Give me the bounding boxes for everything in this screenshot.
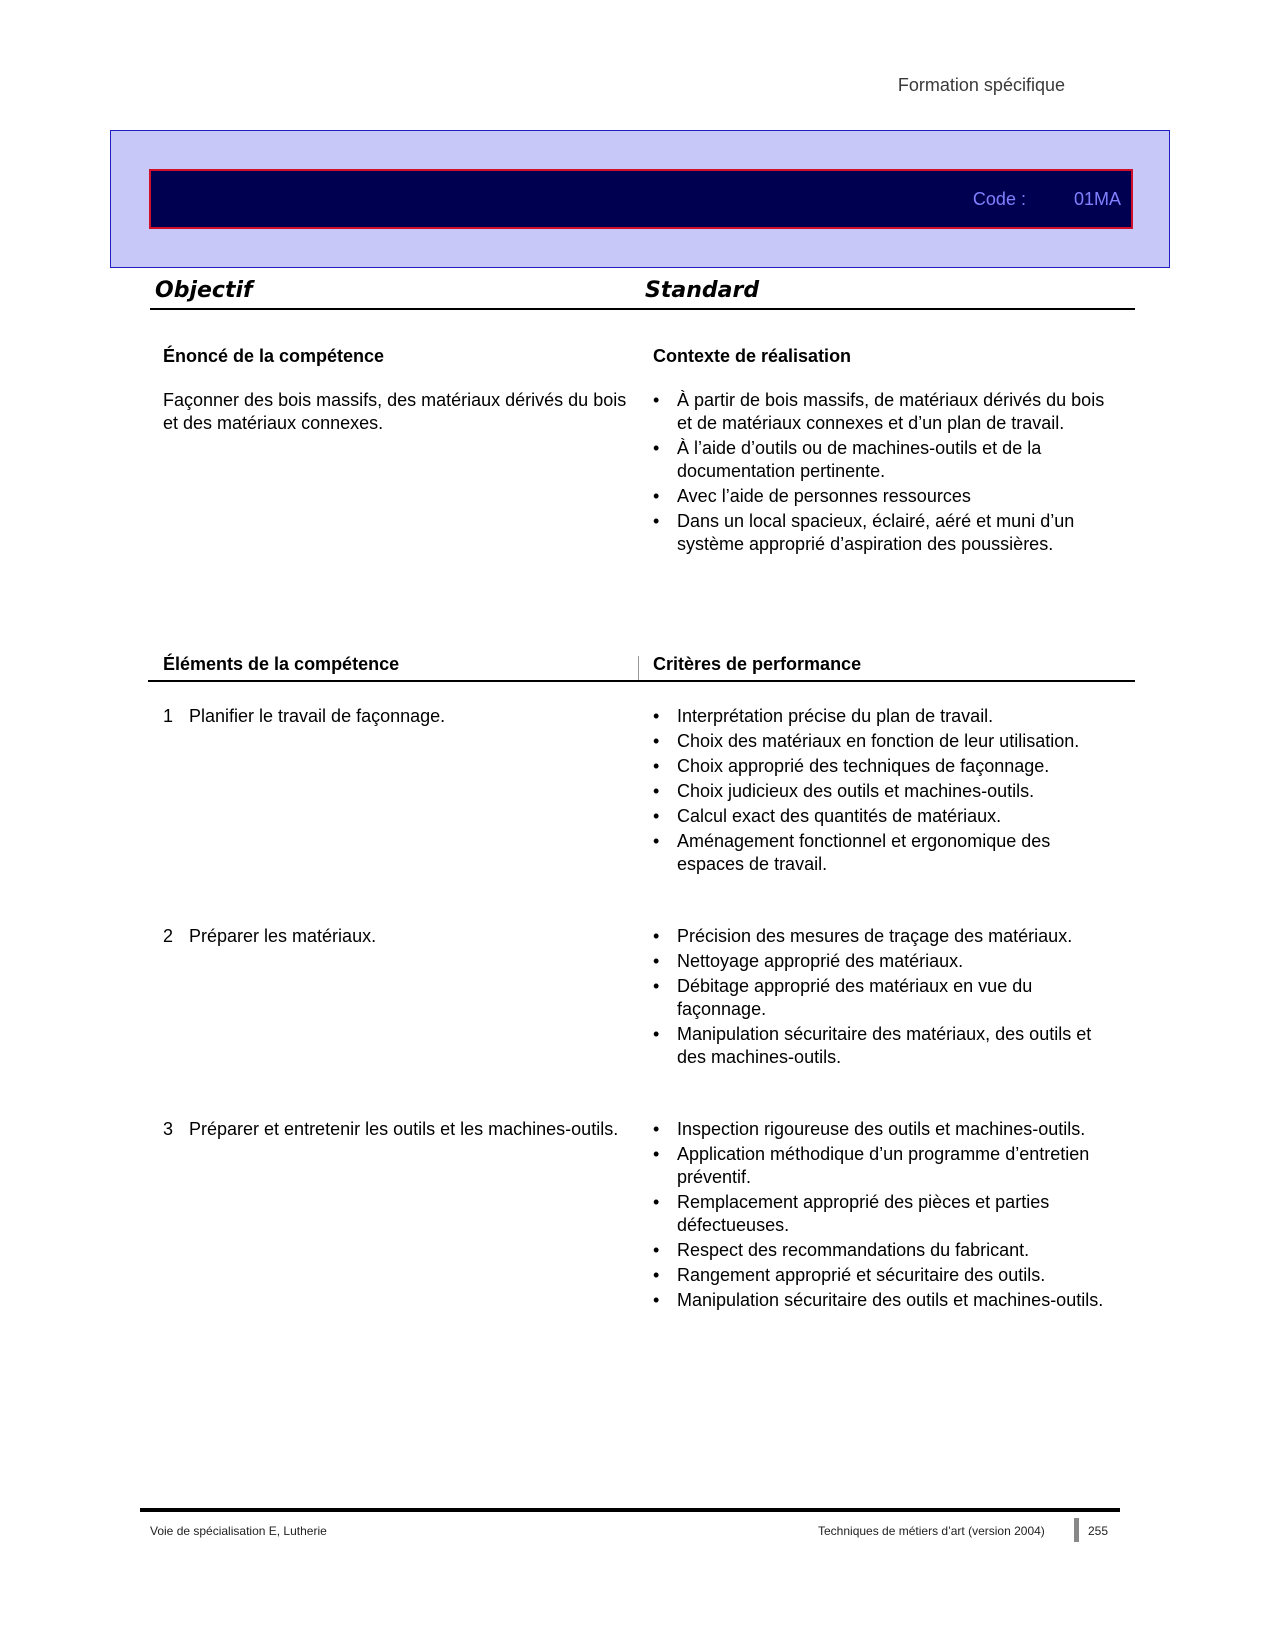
- elements-heading-cell: [163, 654, 643, 675]
- criteria-list: [653, 705, 1113, 876]
- criteria-list: [653, 925, 1113, 1069]
- title-banner-inner: [149, 169, 1133, 229]
- criteria-heading-cell: [653, 654, 1113, 675]
- statement-section: [163, 346, 643, 435]
- statement-title: Énoncé de la compétence: [163, 346, 385, 366]
- element-text: Préparer les matériaux.: [189, 926, 377, 946]
- criterion-item: • Débitage approprié des matériaux en vue du façonnage.: [653, 975, 1113, 1021]
- column-headings: [150, 278, 1135, 310]
- criterion-item: • Respect des recommandations du fabricant.: [653, 1239, 1113, 1262]
- page-number: 255: [1088, 1524, 1109, 1538]
- context-section: [653, 346, 1113, 558]
- criterion-item: • Précision des mesures de traçage des matériaux.: [653, 925, 1113, 948]
- criterion-item: • Application méthodique d’un programme d’entretien préventif.: [653, 1143, 1113, 1189]
- footer-right: Techniques de métiers d’art (version 2004): [818, 1524, 1045, 1538]
- column-divider: [638, 656, 639, 680]
- criterion-item: • Aménagement fonctionnel et ergonomique des espaces de travail.: [653, 830, 1113, 876]
- element-1: [163, 705, 643, 728]
- element-text: Planifier le travail de façonnage.: [189, 706, 446, 726]
- criterion-item: • Interprétation précise du plan de travail.: [653, 705, 1113, 728]
- context-title: Contexte de réalisation: [653, 346, 852, 366]
- footer-left: Voie de spécialisation E, Lutherie: [150, 1524, 327, 1538]
- criterion-item: • Choix approprié des techniques de façonnage.: [653, 755, 1113, 778]
- section-divider: [148, 680, 1135, 682]
- code-label: Code :: [972, 189, 1026, 209]
- element-number: 3: [163, 1119, 174, 1139]
- criteria-3: [653, 1118, 1113, 1314]
- criterion-item: • Rangement approprié et sécuritaire des outils.: [653, 1264, 1113, 1287]
- criterion-item: • Choix judicieux des outils et machines-outils.: [653, 780, 1113, 803]
- criteria-title: Critères de performance: [653, 654, 862, 674]
- title-banner: [110, 130, 1170, 268]
- criteria-2: [653, 925, 1113, 1071]
- context-list: [653, 389, 1113, 556]
- context-item: • À l’aide d’outils ou de machines-outils et de la documentation pertinente.: [653, 437, 1113, 483]
- context-item: • À partir de bois massifs, de matériaux dérivés du bois et de matériaux connexes et d’un plan de travail.: [653, 389, 1113, 435]
- element-number: 2: [163, 926, 174, 946]
- competency-code: [973, 189, 1121, 210]
- criterion-item: • Manipulation sécuritaire des matériaux, des outils et des machines-outils.: [653, 1023, 1113, 1069]
- criterion-item: • Calcul exact des quantités de matériaux.: [653, 805, 1113, 828]
- criteria-list: [653, 1118, 1113, 1312]
- objective-heading: Objectif: [155, 278, 253, 303]
- footer-separator: [1074, 1518, 1079, 1542]
- element-text: Préparer et entretenir les outils et les machines-outils.: [189, 1119, 619, 1139]
- standard-heading: Standard: [645, 278, 760, 303]
- criterion-item: • Nettoyage approprié des matériaux.: [653, 950, 1113, 973]
- elements-title: Éléments de la compétence: [163, 654, 400, 674]
- footer-rule: [140, 1508, 1120, 1512]
- statement-text: Façonner des bois massifs, des matériaux dérivés du bois et des matériaux connexes.: [163, 390, 627, 433]
- criteria-1: [653, 705, 1113, 878]
- context-item: • Dans un local spacieux, éclairé, aéré et muni d’un système approprié d’aspiration des poussières.: [653, 510, 1113, 556]
- element-number: 1: [163, 706, 174, 726]
- section-header: Formation spécifique: [897, 75, 1065, 95]
- criterion-item: • Inspection rigoureuse des outils et machines-outils.: [653, 1118, 1113, 1141]
- element-2: [163, 925, 643, 948]
- element-3: [163, 1118, 643, 1141]
- criterion-item: • Remplacement approprié des pièces et parties défectueuses.: [653, 1191, 1113, 1237]
- code-value: 01MA: [1073, 189, 1121, 209]
- context-item: • Avec l’aide de personnes ressources: [653, 485, 1113, 508]
- criterion-item: • Choix des matériaux en fonction de leur utilisation.: [653, 730, 1113, 753]
- criterion-item: • Manipulation sécuritaire des outils et machines-outils.: [653, 1289, 1113, 1312]
